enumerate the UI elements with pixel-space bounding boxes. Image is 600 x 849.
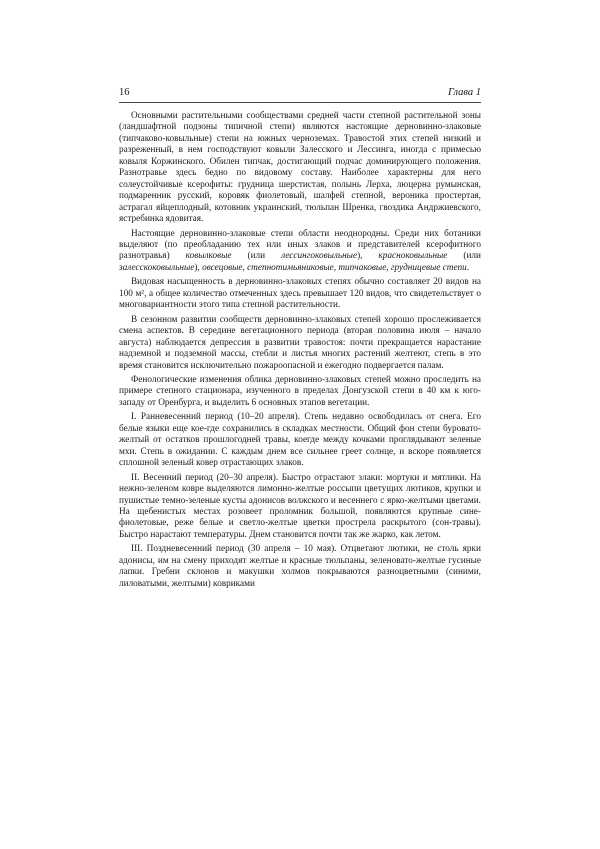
paragraph: Основными растительными сообществами средней части степной растительной зоны (ландшафтной подзоны типичной степи) являются настоящие дерновинно-злаковые (типчаково-ковыльные) степи на южных черноземах. Травостой этих степей низкий и разреженный, в нем господствуют ковыли Залесского и Лессинга, иногда с примесью ковыля Коржинского. Обилен типчак, достигающий подчас доминирующего положения. Разнотравье здесь бедно по видовому составу. Наиболее характерны для него солеустойчивые ксерофиты: грудница шерстистая, полынь Лерха, люцерна румынская, подмаренник русский, коровяк фиолетовый, шалфей степной, вероника простертая, астрагал яйцеплодный, котовник украинский, тюльпан Шренка, гвоздика Андржиевского, ястребинка ядовитая.	[119, 111, 481, 225]
paragraph: III. Поздневесенний период (30 апреля – 10 мая). Отцветают лютики, не столь ярки адонисы, им на смену приходят желтые и красные тюльпаны, зеленовато-желтые гусиные лапки. Гребни склонов и макушки холмов покрываются разноцветными (синими, лиловатыми, желтыми) ковриками	[119, 544, 481, 589]
paragraph-steppe-types	[119, 229, 481, 275]
page-number: 16	[119, 87, 130, 98]
paragraph: В сезонном развитии сообществ дерновинно-злаковых степей хорошо прослеживается смена аспектов. В середине вегетационного периода (вторая половина июля – начало августа) наблюдается депрессия в развитии травостоя: почти прекращается нарастание надземной и подземной массы, стебли и листья многих растений желтеют, степь в это время становится исключительно пожароопасной и ежегодно подвергается палам.	[119, 314, 481, 371]
italic-term: лессингоковыльные	[281, 251, 358, 262]
book-page	[119, 86, 481, 593]
text-run: (или	[447, 251, 481, 262]
italic-term: красноковыльные	[378, 251, 448, 262]
paragraph: Видовая насыщенность в дерновинно-злаковых степях обычно составляет 20 видов на 100 м², а общее количество отмеченных здесь превышает 120 видов, что свидетельствует о многовариантности этого типа степной растительности.	[119, 277, 481, 311]
text-run: ),	[194, 262, 203, 273]
header-rule	[119, 102, 481, 103]
chapter-title: Глава 1	[448, 87, 481, 98]
text-run: Настоящие дерновинно-злаковые степи области неоднородны. Среди них ботаники выделяют (по преобладанию тех или иных злаков и представителей ксерофитного разнотравья)	[119, 228, 481, 262]
italic-term: залесскоковыльные	[119, 262, 195, 273]
paragraph: I. Ранневесенний период (10–20 апреля). Степь недавно освободилась от снега. Его белые языки еще кое-где сохранились в складках местности. Общий фон степи буровато-желтый от остатков прошлогодней травы, коегде между кочками проглядывают зеленые мхи. Степь в ожидании. С каждым днем все сильнее греет солнце, и вскоре появляется сплошной зеленый ковер отрастающих злаков.	[119, 412, 481, 469]
text-run: (или	[231, 251, 282, 262]
italic-term: овсецовые, степнотимьяниковые, типчаковые, грудницевые степи	[202, 262, 467, 273]
text-run: ),	[357, 251, 379, 262]
running-header	[119, 86, 481, 100]
paragraph: II. Весенний период (20–30 апреля). Быстро отрастают злаки: мортуки и мятлики. На нежно-зеленом ковре выделяются лимонно-желтые россыпи цветущих лютиков, крупки и пушистые темно-зеленые кусты адонисов волжского и весеннего с ярко-желтыми цветами. На щебенистых местах розовеет проломник большой, появляются крупные сине-фиолетовые, реже белые и светло-желтые цветки прострела раскрытого (сон-травы). Быстро нарастают температуры. Днем становится почти так же жарко, как летом.	[119, 472, 481, 540]
italic-term: ковылковые	[185, 251, 232, 262]
paragraph: Фенологические изменения облика дерновинно-злаковых степей можно проследить на примере степного стационара, изученного в пределах Донгузской степи в 40 км к юго-западу от Оренбурга, и выделить 6 основных этапов вегетации.	[119, 374, 481, 408]
page-body	[119, 111, 481, 590]
text-run: .	[466, 262, 470, 273]
